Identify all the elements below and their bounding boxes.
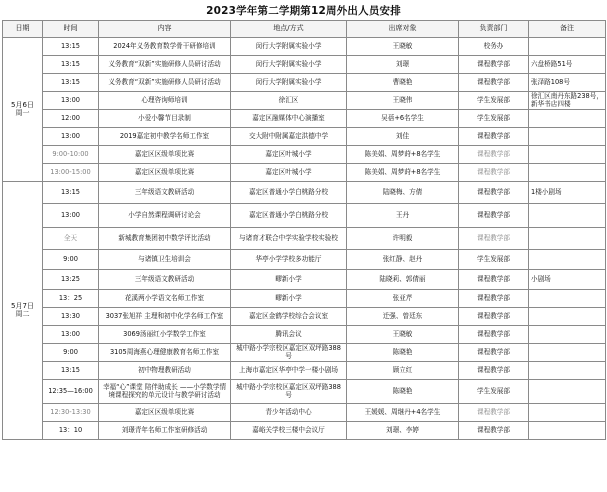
cell-place: 嘉定区融媒体中心演播室 — [231, 110, 347, 128]
table-row — [3, 344, 606, 362]
table-row — [3, 308, 606, 326]
cell-dept: 学生发展部 — [459, 110, 529, 128]
table-row — [3, 38, 606, 56]
day-date: 5月6日 — [11, 100, 34, 109]
cell-note — [529, 404, 606, 422]
cell-note — [529, 128, 606, 146]
cell-dept: 课程教学部 — [459, 362, 529, 380]
cell-time: 9:00 — [43, 250, 99, 270]
day-weekday: 周一 — [15, 108, 30, 117]
cell-place: 嘉定区金鹤学校综合会议室 — [231, 308, 347, 326]
cell-note — [529, 38, 606, 56]
cell-place: 嘉定区普通小学白桃路分校 — [231, 204, 347, 228]
cell-attendees: 刘璟 — [347, 56, 459, 74]
cell-place: 疁新小学 — [231, 290, 347, 308]
cell-content: 嘉定区区级单项比赛 — [99, 404, 231, 422]
cell-content: 2019嘉定初中教学名师工作室 — [99, 128, 231, 146]
cell-content: 小学自然课程调研讨论会 — [99, 204, 231, 228]
table-row — [3, 182, 606, 204]
cell-dept: 课程教学部 — [459, 270, 529, 290]
table-row — [3, 74, 606, 92]
cell-content: 嘉定区区级单项比赛 — [99, 146, 231, 164]
table-row — [3, 164, 606, 182]
cell-place: 交大附中附属嘉定洪德中学 — [231, 128, 347, 146]
cell-note — [529, 110, 606, 128]
header-content: 内容 — [99, 21, 231, 38]
cell-content: 3069汤丽红小学数学工作室 — [99, 326, 231, 344]
cell-content: 初中物理教研活动 — [99, 362, 231, 380]
cell-dept: 课程教学部 — [459, 204, 529, 228]
table-row — [3, 228, 606, 250]
cell-time: 13:15 — [43, 362, 99, 380]
table-row — [3, 146, 606, 164]
cell-note — [529, 344, 606, 362]
cell-place: 闵行大学附属实验小学 — [231, 56, 347, 74]
table-row — [3, 92, 606, 110]
cell-place: 疁新小学 — [231, 270, 347, 290]
cell-time: 13:15 — [43, 74, 99, 92]
cell-content: 3105周海燕心理健康教育名师工作室 — [99, 344, 231, 362]
cell-attendees: 王晓敏 — [347, 326, 459, 344]
cell-dept: 课程教学部 — [459, 228, 529, 250]
cell-attendees: 陈美娟、周梦莳+8名学生 — [347, 164, 459, 182]
cell-note: 张泽路108号 — [529, 74, 606, 92]
cell-attendees: 王媛媛、周继丹+4名学生 — [347, 404, 459, 422]
cell-attendees: 陈美娟、周梦莳+8名学生 — [347, 146, 459, 164]
cell-time: 13:00 — [43, 128, 99, 146]
cell-note: 1楼小剧场 — [529, 182, 606, 204]
cell-time: 13:00 — [43, 92, 99, 110]
page-title: 2023学年第二学期第12周外出人员安排 — [206, 5, 401, 17]
cell-place: 闵行大学附属实验小学 — [231, 74, 347, 92]
cell-note — [529, 308, 606, 326]
cell-note — [529, 326, 606, 344]
cell-note — [529, 422, 606, 440]
cell-dept: 课程教学部 — [459, 404, 529, 422]
cell-place: 腾讯会议 — [231, 326, 347, 344]
cell-dept: 课程教学部 — [459, 164, 529, 182]
cell-note — [529, 250, 606, 270]
cell-dept: 课程教学部 — [459, 326, 529, 344]
cell-attendees: 陈晓艳 — [347, 344, 459, 362]
cell-time: 13:15 — [43, 38, 99, 56]
cell-place: 嘉定区叶城小学 — [231, 146, 347, 164]
cell-content: 花溪两小学语文名师工作室 — [99, 290, 231, 308]
cell-dept: 课程教学部 — [459, 128, 529, 146]
header-row — [3, 21, 606, 38]
cell-dept: 学生发展部 — [459, 92, 529, 110]
cell-place: 城中路小学宗校区嘉定区双坪路388号 — [231, 344, 347, 362]
table-row — [3, 422, 606, 440]
cell-note — [529, 204, 606, 228]
cell-place: 上海市嘉定区华亭中学一楼小剧场 — [231, 362, 347, 380]
cell-attendees: 王晓伟 — [347, 92, 459, 110]
cell-content: 嘉定区区级单项比赛 — [99, 164, 231, 182]
header-time: 时间 — [43, 21, 99, 38]
cell-time: 9:00-10:00 — [43, 146, 99, 164]
table-row — [3, 250, 606, 270]
table-row — [3, 404, 606, 422]
cell-note: 徐汇区南丹东路238号，新华书店四楼 — [529, 92, 606, 110]
cell-attendees: 陆晓梅、方倩 — [347, 182, 459, 204]
cell-attendees: 顾立红 — [347, 362, 459, 380]
cell-time: 13:15 — [43, 56, 99, 74]
cell-dept: 课程教学部 — [459, 182, 529, 204]
cell-time: 13:30 — [43, 308, 99, 326]
schedule-body — [3, 38, 606, 440]
cell-attendees: 王丹 — [347, 204, 459, 228]
cell-content: 新城教育集团初中数学评比活动 — [99, 228, 231, 250]
cell-dept: 课程教学部 — [459, 308, 529, 326]
cell-time: 13：10 — [43, 422, 99, 440]
cell-time: 全天 — [43, 228, 99, 250]
day-weekday: 周二 — [15, 309, 30, 318]
cell-place: 城中路小学宗校区嘉定区双坪路388号 — [231, 380, 347, 404]
cell-time: 13：25 — [43, 290, 99, 308]
cell-content: 2024年义务教育数学骨干研修培训 — [99, 38, 231, 56]
cell-attendees: 曹晓艳 — [347, 74, 459, 92]
cell-place: 嘉定区叶城小学 — [231, 164, 347, 182]
cell-attendees: 陈晓艳 — [347, 380, 459, 404]
cell-attendees: 张亚芹 — [347, 290, 459, 308]
cell-content: 幸福“心”课堂 陪伴助成长 ——小学数学情境课程探究的单元设计与教学研讨活动 — [99, 380, 231, 404]
table-row — [3, 326, 606, 344]
cell-time: 13:15 — [43, 182, 99, 204]
cell-dept: 课程教学部 — [459, 74, 529, 92]
cell-place: 闵行大学附属实验小学 — [231, 38, 347, 56]
cell-attendees: 陆晓莉、郭倩丽 — [347, 270, 459, 290]
cell-dept: 校务办 — [459, 38, 529, 56]
cell-time: 12:35—16:00 — [43, 380, 99, 404]
header-dept: 负责部门 — [459, 21, 529, 38]
cell-content: 刘璟青年名师工作室研修活动 — [99, 422, 231, 440]
cell-dept: 课程教学部 — [459, 290, 529, 308]
day-cell — [3, 38, 43, 182]
cell-content: 义务教育“双新”实施研修人员研讨活动 — [99, 74, 231, 92]
cell-time: 13:00 — [43, 326, 99, 344]
cell-time: 12:00 — [43, 110, 99, 128]
table-row — [3, 128, 606, 146]
cell-place: 徐汇区 — [231, 92, 347, 110]
cell-attendees: 王晓敏 — [347, 38, 459, 56]
cell-content: 小爱小馨节目录制 — [99, 110, 231, 128]
cell-note — [529, 290, 606, 308]
header-place: 地点/方式 — [231, 21, 347, 38]
cell-content: 3037张旭祥 主理和初中化学名师工作室 — [99, 308, 231, 326]
cell-note — [529, 164, 606, 182]
cell-place: 嘉峪关学校三楼中会议厅 — [231, 422, 347, 440]
cell-dept: 课程教学部 — [459, 56, 529, 74]
cell-note — [529, 146, 606, 164]
cell-dept: 学生发展部 — [459, 250, 529, 270]
cell-attendees: 张红静、赵丹 — [347, 250, 459, 270]
schedule-table — [2, 20, 606, 440]
cell-time: 13:25 — [43, 270, 99, 290]
cell-place: 青少年活动中心 — [231, 404, 347, 422]
table-row — [3, 204, 606, 228]
cell-place: 与诸育才联合中学实验学校实验校 — [231, 228, 347, 250]
cell-content: 心理咨询师培训 — [99, 92, 231, 110]
cell-time: 13:00-15:00 — [43, 164, 99, 182]
cell-attendees: 刘佳 — [347, 128, 459, 146]
cell-place: 嘉定区普通小学白桃路分校 — [231, 182, 347, 204]
cell-note: 六盘桥路51号 — [529, 56, 606, 74]
cell-content: 三年级语文教研活动 — [99, 270, 231, 290]
header-note: 备注 — [529, 21, 606, 38]
day-date: 5月7日 — [11, 301, 34, 310]
cell-content: 义务教育“双新”实施研修人员研讨活动 — [99, 56, 231, 74]
table-row — [3, 362, 606, 380]
header-date: 日期 — [3, 21, 43, 38]
table-row — [3, 56, 606, 74]
cell-note — [529, 362, 606, 380]
table-row — [3, 110, 606, 128]
header-attendees: 出席对象 — [347, 21, 459, 38]
cell-attendees: 迁强、曾廷东 — [347, 308, 459, 326]
cell-time: 9:00 — [43, 344, 99, 362]
cell-dept: 课程教学部 — [459, 146, 529, 164]
cell-dept: 课程教学部 — [459, 422, 529, 440]
cell-content: 三年级语文教研活动 — [99, 182, 231, 204]
cell-attendees: 吴蓓+6名学生 — [347, 110, 459, 128]
cell-time: 12:30-13:30 — [43, 404, 99, 422]
cell-attendees: 许明毅 — [347, 228, 459, 250]
cell-note: 小剧场 — [529, 270, 606, 290]
cell-dept: 课程教学部 — [459, 344, 529, 362]
table-row — [3, 270, 606, 290]
cell-dept: 学生发展部 — [459, 380, 529, 404]
cell-note — [529, 380, 606, 404]
cell-note — [529, 228, 606, 250]
cell-attendees: 刘璟、李婷 — [347, 422, 459, 440]
table-row — [3, 380, 606, 404]
cell-place: 华亭小学学校多功能厅 — [231, 250, 347, 270]
table-row — [3, 290, 606, 308]
day-cell — [3, 182, 43, 440]
cell-time: 13:00 — [43, 204, 99, 228]
cell-content: 与诸镇卫生培训会 — [99, 250, 231, 270]
